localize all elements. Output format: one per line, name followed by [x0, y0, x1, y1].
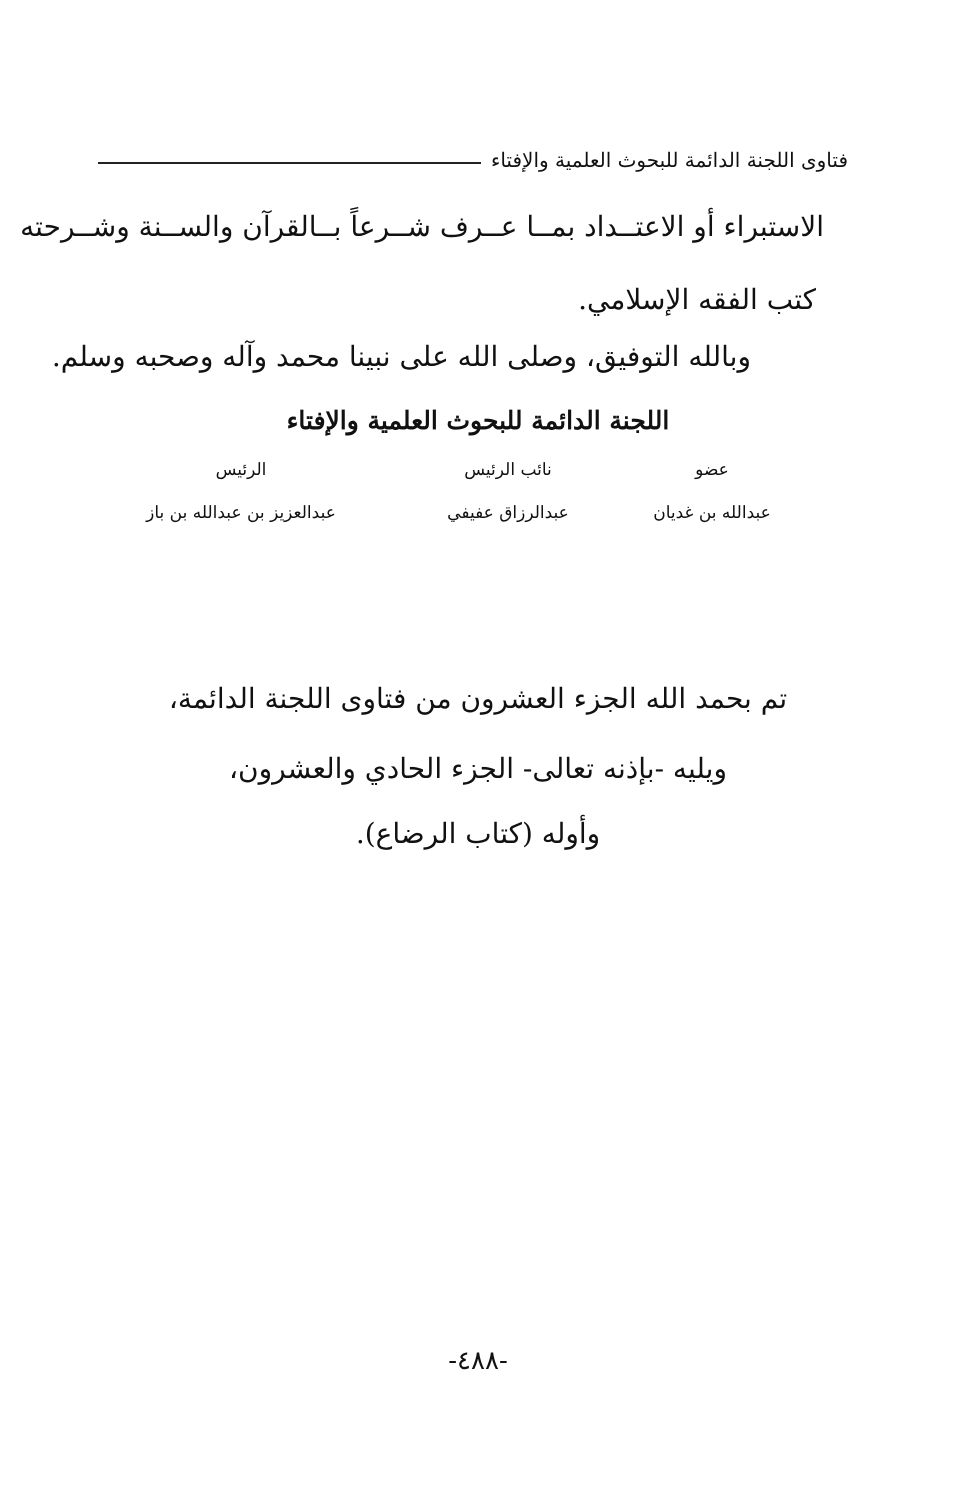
signatory-role-chair: الرئيس — [215, 460, 267, 480]
signatory-name-vice-chair: عبدالرزاق عفيفي — [447, 503, 569, 523]
running-header-title: فتاوى اللجنة الدائمة للبحوث العلمية والإفتاء — [490, 148, 848, 172]
signatory-name-chair: عبدالعزيز بن عبدالله بن باز — [146, 503, 336, 523]
closing-line-3: وأوله (كتاب الرضاع). — [355, 817, 601, 850]
signatory-role-member: عضو — [695, 460, 729, 480]
closing-line-1: تم بحمد الله الجزء العشرون من فتاوى اللجنة الدائمة، — [168, 682, 788, 715]
closing-line-2: ويليه -بإذنه تعالى- الجزء الحادي والعشرون، — [229, 752, 727, 785]
running-header — [98, 140, 848, 180]
signatory-name-member: عبدالله بن غديان — [653, 503, 771, 523]
body-line-3: وبالله التوفيق، وصلى الله على نبينا محمد وآله وصحبه وسلم. — [51, 340, 751, 373]
signatory-role-vice-chair: نائب الرئيس — [464, 460, 552, 480]
header-rule — [98, 162, 481, 164]
committee-name: اللجنة الدائمة للبحوث العلمية والإفتاء — [286, 406, 670, 435]
body-line-2: كتب الفقه الإسلامي. — [578, 283, 816, 316]
body-line-1: الاستبراء أو الاعتــداد بمــا عــرف شــرعاً بــالقرآن والســنة وشــرحته — [20, 210, 824, 243]
page-number: -٤٨٨- — [448, 1346, 508, 1376]
